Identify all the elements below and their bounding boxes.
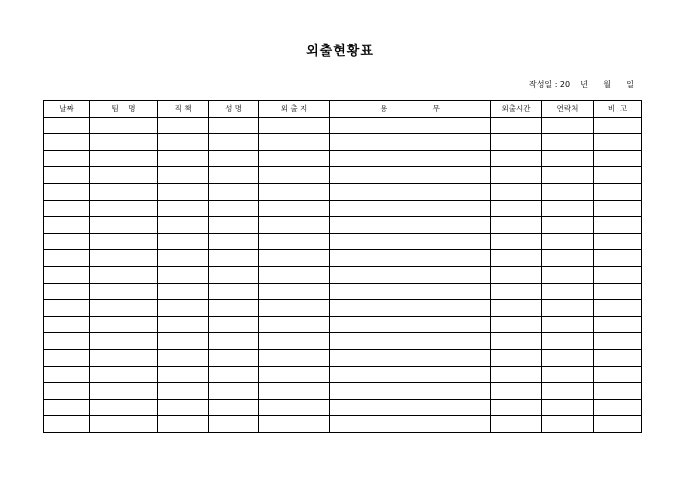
cell-contact xyxy=(542,416,594,433)
cell-position xyxy=(158,217,209,234)
cell-date xyxy=(44,333,90,350)
table-row xyxy=(44,150,642,167)
cell-purpose xyxy=(330,366,491,383)
cell-date xyxy=(44,200,90,217)
cell-contact xyxy=(542,383,594,400)
cell-date xyxy=(44,183,90,200)
cell-purpose xyxy=(330,333,491,350)
outing-status-table xyxy=(43,100,642,433)
cell-name xyxy=(209,349,259,366)
table-row xyxy=(44,416,642,433)
cell-position xyxy=(158,266,209,283)
cell-purpose xyxy=(330,416,491,433)
cell-outing-time xyxy=(491,300,542,317)
cell-name xyxy=(209,266,259,283)
cell-team xyxy=(90,183,158,200)
cell-date xyxy=(44,233,90,250)
cell-destination xyxy=(259,266,330,283)
cell-date xyxy=(44,316,90,333)
cell-team xyxy=(90,416,158,433)
cell-date xyxy=(44,117,90,134)
cell-destination xyxy=(259,383,330,400)
cell-destination xyxy=(259,150,330,167)
cell-position xyxy=(158,399,209,416)
column-header-position: 직 책 xyxy=(158,101,209,118)
cell-name xyxy=(209,316,259,333)
cell-outing-time xyxy=(491,266,542,283)
table-row xyxy=(44,266,642,283)
cell-date xyxy=(44,150,90,167)
cell-position xyxy=(158,316,209,333)
cell-position xyxy=(158,233,209,250)
cell-purpose xyxy=(330,316,491,333)
cell-purpose xyxy=(330,300,491,317)
cell-remarks xyxy=(594,150,642,167)
cell-remarks xyxy=(594,266,642,283)
column-header-team: 팀 명 xyxy=(90,101,158,118)
cell-contact xyxy=(542,117,594,134)
cell-outing-time xyxy=(491,399,542,416)
table-row xyxy=(44,399,642,416)
cell-outing-time xyxy=(491,349,542,366)
cell-date xyxy=(44,250,90,267)
cell-purpose xyxy=(330,167,491,184)
cell-date xyxy=(44,399,90,416)
cell-outing-time xyxy=(491,117,542,134)
cell-purpose xyxy=(330,134,491,151)
cell-purpose xyxy=(330,399,491,416)
cell-remarks xyxy=(594,383,642,400)
cell-contact xyxy=(542,150,594,167)
table-row xyxy=(44,217,642,234)
cell-contact xyxy=(542,366,594,383)
table-row xyxy=(44,383,642,400)
cell-date xyxy=(44,349,90,366)
table-body xyxy=(44,117,642,432)
cell-contact xyxy=(542,333,594,350)
cell-contact xyxy=(542,283,594,300)
column-header-name: 성 명 xyxy=(209,101,259,118)
cell-outing-time xyxy=(491,150,542,167)
cell-name xyxy=(209,167,259,184)
cell-position xyxy=(158,416,209,433)
cell-name xyxy=(209,233,259,250)
table-header-row xyxy=(44,101,642,118)
cell-outing-time xyxy=(491,134,542,151)
cell-destination xyxy=(259,250,330,267)
cell-team xyxy=(90,217,158,234)
cell-name xyxy=(209,217,259,234)
table-row xyxy=(44,183,642,200)
cell-purpose xyxy=(330,150,491,167)
cell-remarks xyxy=(594,416,642,433)
cell-name xyxy=(209,283,259,300)
cell-name xyxy=(209,117,259,134)
table-row xyxy=(44,250,642,267)
cell-contact xyxy=(542,399,594,416)
cell-contact xyxy=(542,349,594,366)
cell-team xyxy=(90,349,158,366)
cell-name xyxy=(209,183,259,200)
cell-purpose xyxy=(330,200,491,217)
cell-name xyxy=(209,333,259,350)
cell-remarks xyxy=(594,134,642,151)
cell-name xyxy=(209,200,259,217)
cell-name xyxy=(209,383,259,400)
cell-outing-time xyxy=(491,316,542,333)
cell-purpose xyxy=(330,117,491,134)
cell-remarks xyxy=(594,349,642,366)
cell-name xyxy=(209,250,259,267)
cell-team xyxy=(90,134,158,151)
cell-remarks xyxy=(594,316,642,333)
cell-team xyxy=(90,266,158,283)
cell-team xyxy=(90,167,158,184)
cell-date xyxy=(44,300,90,317)
cell-destination xyxy=(259,117,330,134)
cell-purpose xyxy=(330,217,491,234)
table-row xyxy=(44,333,642,350)
cell-destination xyxy=(259,316,330,333)
cell-remarks xyxy=(594,167,642,184)
cell-remarks xyxy=(594,399,642,416)
column-header-remarks: 비 고 xyxy=(594,101,642,118)
cell-purpose xyxy=(330,250,491,267)
cell-remarks xyxy=(594,250,642,267)
cell-destination xyxy=(259,183,330,200)
cell-contact xyxy=(542,250,594,267)
cell-team xyxy=(90,283,158,300)
cell-remarks xyxy=(594,183,642,200)
cell-outing-time xyxy=(491,217,542,234)
cell-position xyxy=(158,150,209,167)
table-row xyxy=(44,167,642,184)
cell-remarks xyxy=(594,117,642,134)
cell-date xyxy=(44,383,90,400)
cell-destination xyxy=(259,416,330,433)
cell-team xyxy=(90,250,158,267)
cell-outing-time xyxy=(491,250,542,267)
cell-remarks xyxy=(594,217,642,234)
table-row xyxy=(44,300,642,317)
cell-outing-time xyxy=(491,366,542,383)
cell-contact xyxy=(542,167,594,184)
cell-outing-time xyxy=(491,416,542,433)
table-row xyxy=(44,283,642,300)
cell-date xyxy=(44,366,90,383)
cell-position xyxy=(158,349,209,366)
cell-name xyxy=(209,399,259,416)
cell-outing-time xyxy=(491,383,542,400)
cell-position xyxy=(158,117,209,134)
table-row xyxy=(44,233,642,250)
cell-destination xyxy=(259,283,330,300)
cell-remarks xyxy=(594,283,642,300)
table-row xyxy=(44,349,642,366)
cell-team xyxy=(90,200,158,217)
cell-position xyxy=(158,283,209,300)
cell-outing-time xyxy=(491,200,542,217)
cell-team xyxy=(90,366,158,383)
cell-position xyxy=(158,366,209,383)
cell-contact xyxy=(542,183,594,200)
cell-outing-time xyxy=(491,233,542,250)
cell-destination xyxy=(259,134,330,151)
column-header-purpose: 용 무 xyxy=(330,101,491,118)
cell-contact xyxy=(542,217,594,234)
cell-outing-time xyxy=(491,283,542,300)
cell-name xyxy=(209,134,259,151)
cell-destination xyxy=(259,167,330,184)
cell-date xyxy=(44,217,90,234)
cell-contact xyxy=(542,134,594,151)
cell-team xyxy=(90,117,158,134)
cell-contact xyxy=(542,266,594,283)
cell-outing-time xyxy=(491,167,542,184)
cell-outing-time xyxy=(491,183,542,200)
table-row xyxy=(44,200,642,217)
cell-remarks xyxy=(594,200,642,217)
cell-destination xyxy=(259,217,330,234)
cell-destination xyxy=(259,233,330,250)
cell-position xyxy=(158,300,209,317)
cell-position xyxy=(158,333,209,350)
cell-position xyxy=(158,383,209,400)
cell-name xyxy=(209,366,259,383)
cell-name xyxy=(209,150,259,167)
cell-purpose xyxy=(330,283,491,300)
cell-date xyxy=(44,266,90,283)
cell-team xyxy=(90,316,158,333)
cell-destination xyxy=(259,349,330,366)
cell-contact xyxy=(542,233,594,250)
cell-remarks xyxy=(594,300,642,317)
table-row xyxy=(44,366,642,383)
column-header-date: 날짜 xyxy=(44,101,90,118)
cell-date xyxy=(44,167,90,184)
column-header-destination: 외 출 지 xyxy=(259,101,330,118)
cell-position xyxy=(158,200,209,217)
cell-purpose xyxy=(330,183,491,200)
cell-team xyxy=(90,399,158,416)
table-row xyxy=(44,316,642,333)
cell-purpose xyxy=(330,349,491,366)
cell-remarks xyxy=(594,366,642,383)
cell-position xyxy=(158,134,209,151)
cell-remarks xyxy=(594,233,642,250)
table-row xyxy=(44,134,642,151)
cell-contact xyxy=(542,316,594,333)
cell-contact xyxy=(542,300,594,317)
cell-position xyxy=(158,167,209,184)
cell-purpose xyxy=(330,383,491,400)
write-date-line: 작성일 : 20 년 월 일 xyxy=(528,80,634,89)
cell-team xyxy=(90,333,158,350)
cell-team xyxy=(90,300,158,317)
cell-destination xyxy=(259,366,330,383)
cell-contact xyxy=(542,200,594,217)
cell-team xyxy=(90,150,158,167)
column-header-contact: 연락처 xyxy=(542,101,594,118)
cell-date xyxy=(44,283,90,300)
cell-team xyxy=(90,233,158,250)
cell-destination xyxy=(259,200,330,217)
cell-position xyxy=(158,183,209,200)
column-header-outing-time: 외출시간 xyxy=(491,101,542,118)
cell-name xyxy=(209,416,259,433)
cell-date xyxy=(44,416,90,433)
cell-team xyxy=(90,383,158,400)
cell-purpose xyxy=(330,266,491,283)
cell-destination xyxy=(259,399,330,416)
cell-destination xyxy=(259,300,330,317)
cell-remarks xyxy=(594,333,642,350)
cell-name xyxy=(209,300,259,317)
cell-destination xyxy=(259,333,330,350)
table-row xyxy=(44,117,642,134)
cell-date xyxy=(44,134,90,151)
cell-outing-time xyxy=(491,333,542,350)
cell-purpose xyxy=(330,233,491,250)
cell-position xyxy=(158,250,209,267)
document-title: 외출현황표 xyxy=(306,44,374,59)
